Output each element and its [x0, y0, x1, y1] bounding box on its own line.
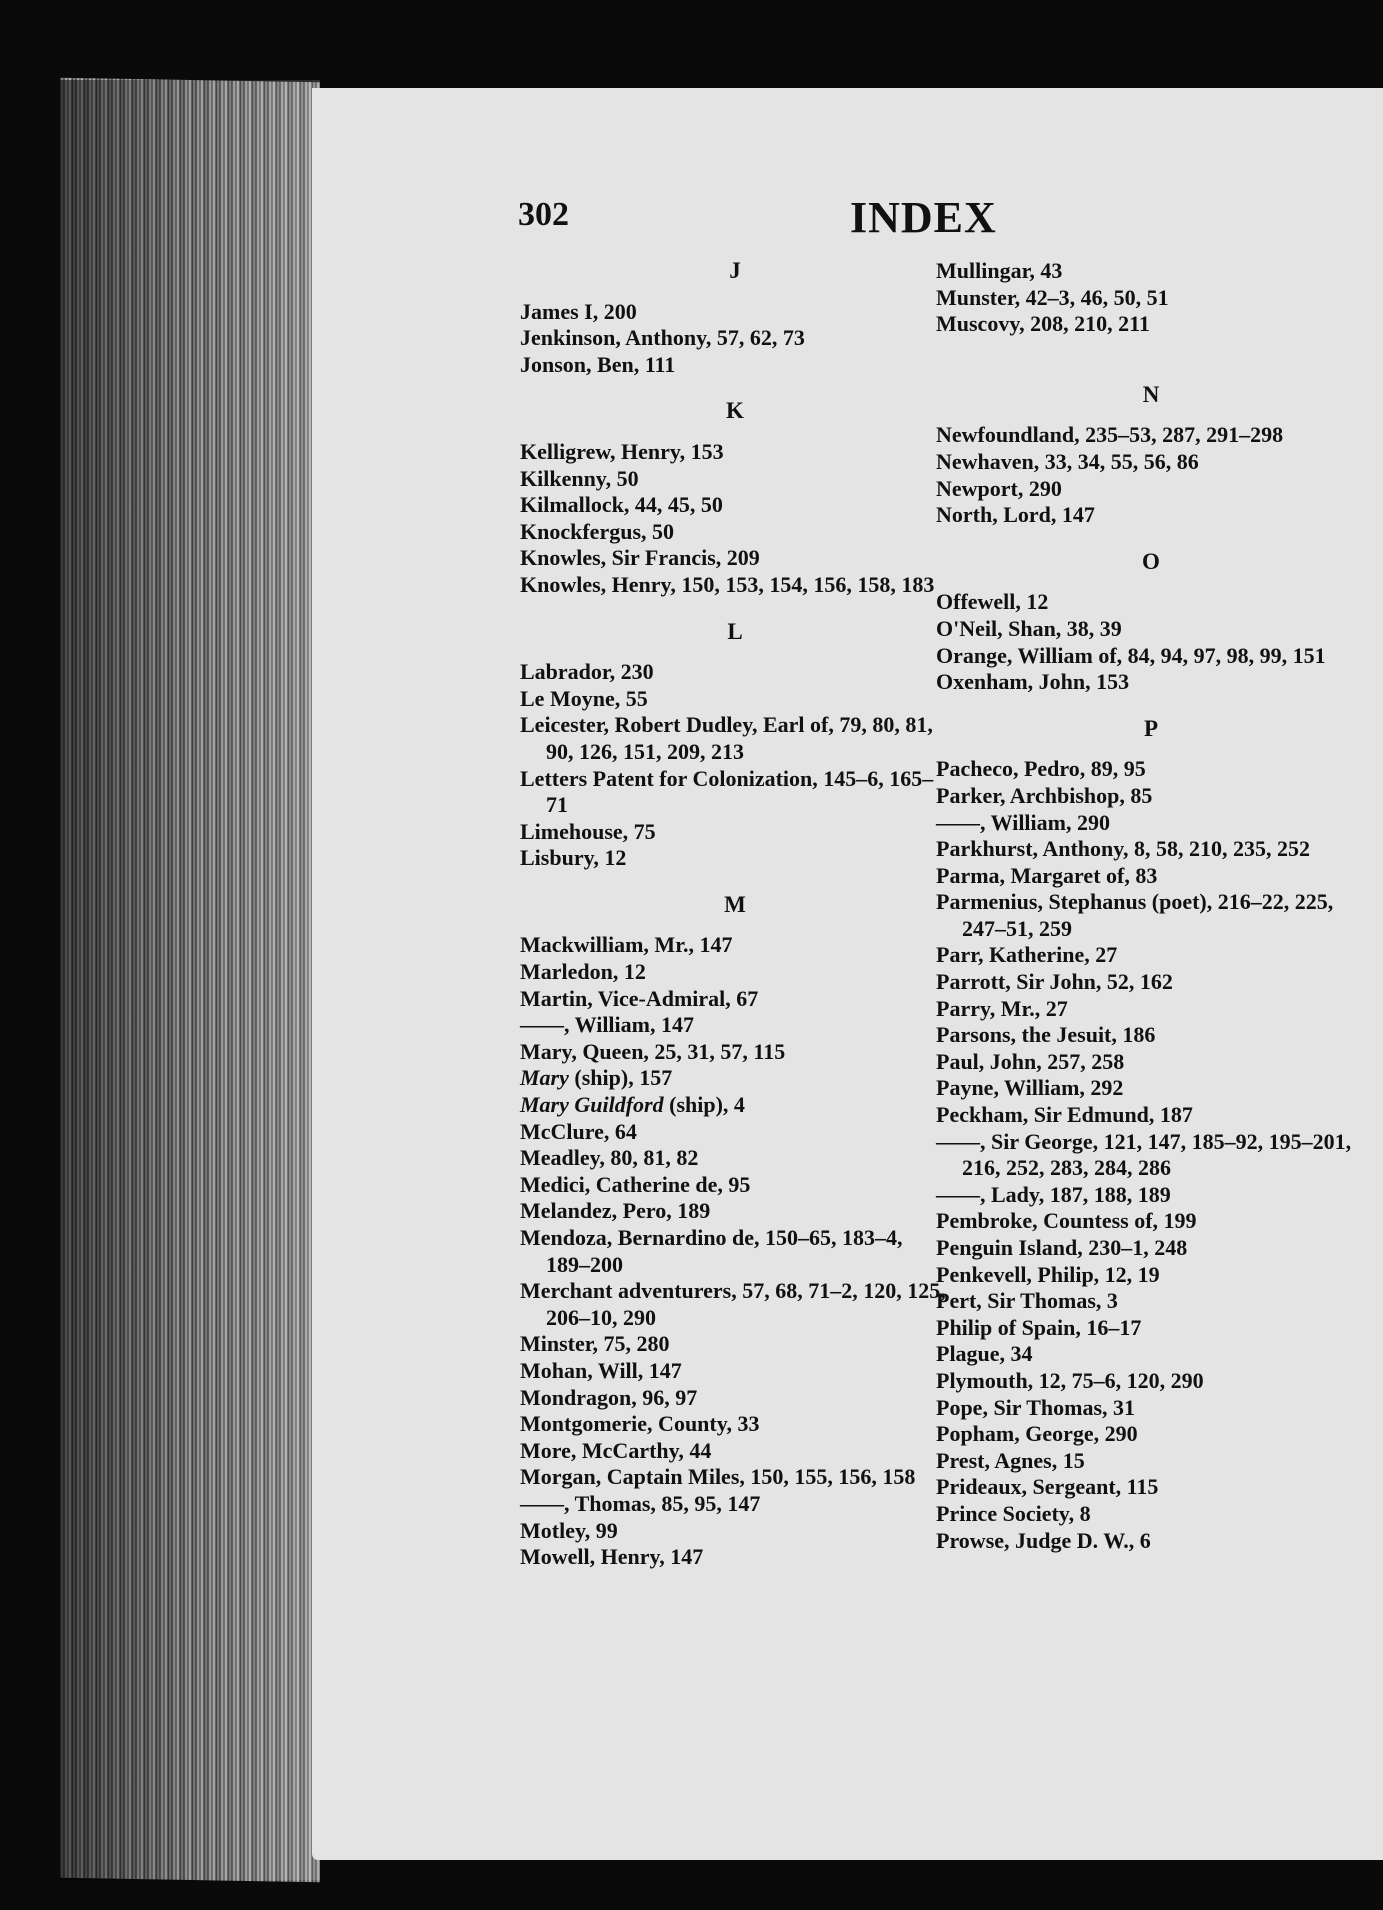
index-entry: Jonson, Ben, 111 — [520, 351, 676, 377]
index-entry: Prideaux, Sergeant, 115 — [936, 1474, 1159, 1500]
index-entry: Mullingar, 43 — [936, 258, 1063, 283]
index-entry: Parkhurst, Anthony, 8, 58, 210, 235, 252 — [936, 836, 1311, 862]
index-entry: Payne, William, 292 — [936, 1075, 1124, 1101]
index-entry: Pert, Sir Thomas, 3 — [936, 1288, 1118, 1314]
index-entry: Mohan, Will, 147 — [520, 1357, 682, 1383]
index-entry: ——, Thomas, 85, 95, 147 — [520, 1490, 761, 1516]
index-entry: Knowles, Henry, 150, 153, 154, 156, 158, 183 — [520, 571, 935, 597]
index-entry: James I, 200 — [520, 298, 637, 324]
index-entry: ——, William, 147 — [520, 1012, 694, 1038]
index-entry: Pope, Sir Thomas, 31 — [936, 1394, 1136, 1420]
index-entry: Leicester, Robert Dudley, Earl of, 79, 80, 81, 90, 126, 151, 209, 213 — [520, 712, 933, 764]
index-entry: Parmenius, Stephanus (poet), 216–22, 225, 247–51, 259 — [936, 889, 1334, 941]
book-page — [312, 88, 1383, 1860]
index-entry: Paul, John, 257, 258 — [936, 1048, 1125, 1074]
index-entry: Labrador, 230 — [520, 659, 654, 685]
index-entry: Orange, William of, 84, 94, 97, 98, 99, 151 — [936, 642, 1326, 668]
index-entry: Letters Patent for Colonization, 145–6, 165–71 — [520, 765, 934, 818]
index-entry: Parsons, the Jesuit, 186 — [936, 1022, 1156, 1048]
spine-shadow — [60, 80, 320, 1880]
index-entry: Pembroke, Countess of, 199 — [936, 1208, 1197, 1234]
index-entry: Muscovy, 208, 210, 211 — [936, 311, 1150, 337]
index-entry: Kilkenny, 50 — [520, 465, 639, 491]
index-entry: Mary (ship), 157 — [520, 1065, 673, 1091]
index-entry: Peckham, Sir Edmund, 187 — [936, 1102, 1193, 1128]
index-entry: Parr, Katherine, 27 — [936, 942, 1118, 968]
index-entry: Lisbury, 12 — [520, 845, 627, 871]
index-entry: Knowles, Sir Francis, 209 — [520, 545, 760, 571]
index-entry: Marledon, 12 — [520, 959, 646, 985]
section-letter-j: J — [729, 258, 741, 283]
section-letter-p: P — [1143, 715, 1159, 741]
index-entry: Parma, Margaret of, 83 — [936, 862, 1158, 888]
index-entry: Mary, Queen, 25, 31, 57, 115 — [520, 1038, 786, 1064]
index-entry: ——, William, 290 — [936, 809, 1110, 835]
index-entry: Le Moyne, 55 — [520, 685, 648, 711]
index-entry: ——, Lady, 187, 188, 189 — [936, 1181, 1171, 1207]
index-entry: Newfoundland, 235–53, 287, 291–298 — [936, 422, 1284, 448]
index-entry: Penguin Island, 230–1, 248 — [936, 1235, 1188, 1260]
index-entry: Prest, Agnes, 15 — [936, 1447, 1085, 1473]
index-entry: Newhaven, 33, 34, 55, 56, 86 — [936, 448, 1199, 474]
index-entry: North, Lord, 147 — [936, 502, 1095, 528]
index-entry: Munster, 42–3, 46, 50, 51 — [936, 284, 1169, 310]
section-letter-o: O — [1142, 548, 1160, 574]
index-entry: Prowse, Judge D. W., 6 — [936, 1527, 1151, 1553]
index-entry: Kilmallock, 44, 45, 50 — [520, 492, 723, 518]
index-entry: Morgan, Captain Miles, 150, 155, 156, 158 — [520, 1464, 916, 1490]
index-entry: Mary Guildford (ship), 4 — [520, 1092, 745, 1118]
section-letter-l: L — [727, 618, 743, 644]
index-entry: Motley, 99 — [520, 1517, 618, 1543]
index-entry: Penkevell, Philip, 12, 19 — [936, 1261, 1160, 1287]
section-letter-k: K — [726, 398, 744, 424]
index-entry: Offewell, 12 — [936, 589, 1049, 615]
index-column-left — [520, 258, 950, 1571]
index-entry: O'Neil, Shan, 38, 39 — [936, 615, 1122, 641]
page-number: 302 — [518, 196, 569, 233]
section-letter-m: M — [724, 891, 746, 917]
index-entry: Medici, Catherine de, 95 — [520, 1171, 751, 1197]
index-entry: Melandez, Pero, 189 — [520, 1198, 711, 1224]
index-entry: Pacheco, Pedro, 89, 95 — [936, 756, 1146, 782]
index-entry: Mackwilliam, Mr., 147 — [520, 932, 733, 958]
index-entry: Montgomerie, County, 33 — [520, 1411, 760, 1437]
index-entry: Mendoza, Bernardino de, 150–65, 183–4, 189–200 — [520, 1225, 903, 1277]
index-entry: Parrott, Sir John, 52, 162 — [936, 969, 1173, 995]
index-entry: Mowell, Henry, 147 — [520, 1544, 704, 1570]
page-title: INDEX — [850, 193, 997, 242]
index-entry: Minster, 75, 280 — [520, 1331, 670, 1357]
index-entry: ——, Sir George, 121, 147, 185–92, 195–201, 216, 252, 283, 284, 286 — [936, 1128, 1352, 1181]
index-entry: Merchant adventurers, 57, 68, 71–2, 120, 125, 206–10, 290 — [520, 1278, 946, 1330]
page-header — [518, 192, 1318, 252]
index-entry: Limehouse, 75 — [520, 818, 656, 844]
index-entry: McClure, 64 — [520, 1118, 637, 1144]
index-entry: Newport, 290 — [936, 475, 1062, 501]
index-entry: Kelligrew, Henry, 153 — [520, 438, 724, 464]
index-entry: Plague, 34 — [936, 1341, 1033, 1367]
section-letter-n: N — [1142, 381, 1160, 407]
index-entry: Parry, Mr., 27 — [936, 995, 1068, 1021]
index-entry: Knockfergus, 50 — [520, 518, 674, 544]
index-entry: Meadley, 80, 81, 82 — [520, 1145, 699, 1171]
index-entry: Jenkinson, Anthony, 57, 62, 73 — [520, 325, 805, 351]
index-column-right — [936, 258, 1366, 1554]
index-entry: Popham, George, 290 — [936, 1421, 1138, 1447]
index-entry: Philip of Spain, 16–17 — [936, 1314, 1142, 1340]
index-entry: Oxenham, John, 153 — [936, 669, 1130, 695]
index-entry: Prince Society, 8 — [936, 1500, 1091, 1526]
index-entry: More, McCarthy, 44 — [520, 1437, 712, 1463]
index-entry: Martin, Vice-Admiral, 67 — [520, 985, 759, 1011]
index-entry: Parker, Archbishop, 85 — [936, 782, 1153, 808]
index-entry: Mondragon, 96, 97 — [520, 1384, 698, 1410]
index-entry: Plymouth, 12, 75–6, 120, 290 — [936, 1367, 1204, 1393]
